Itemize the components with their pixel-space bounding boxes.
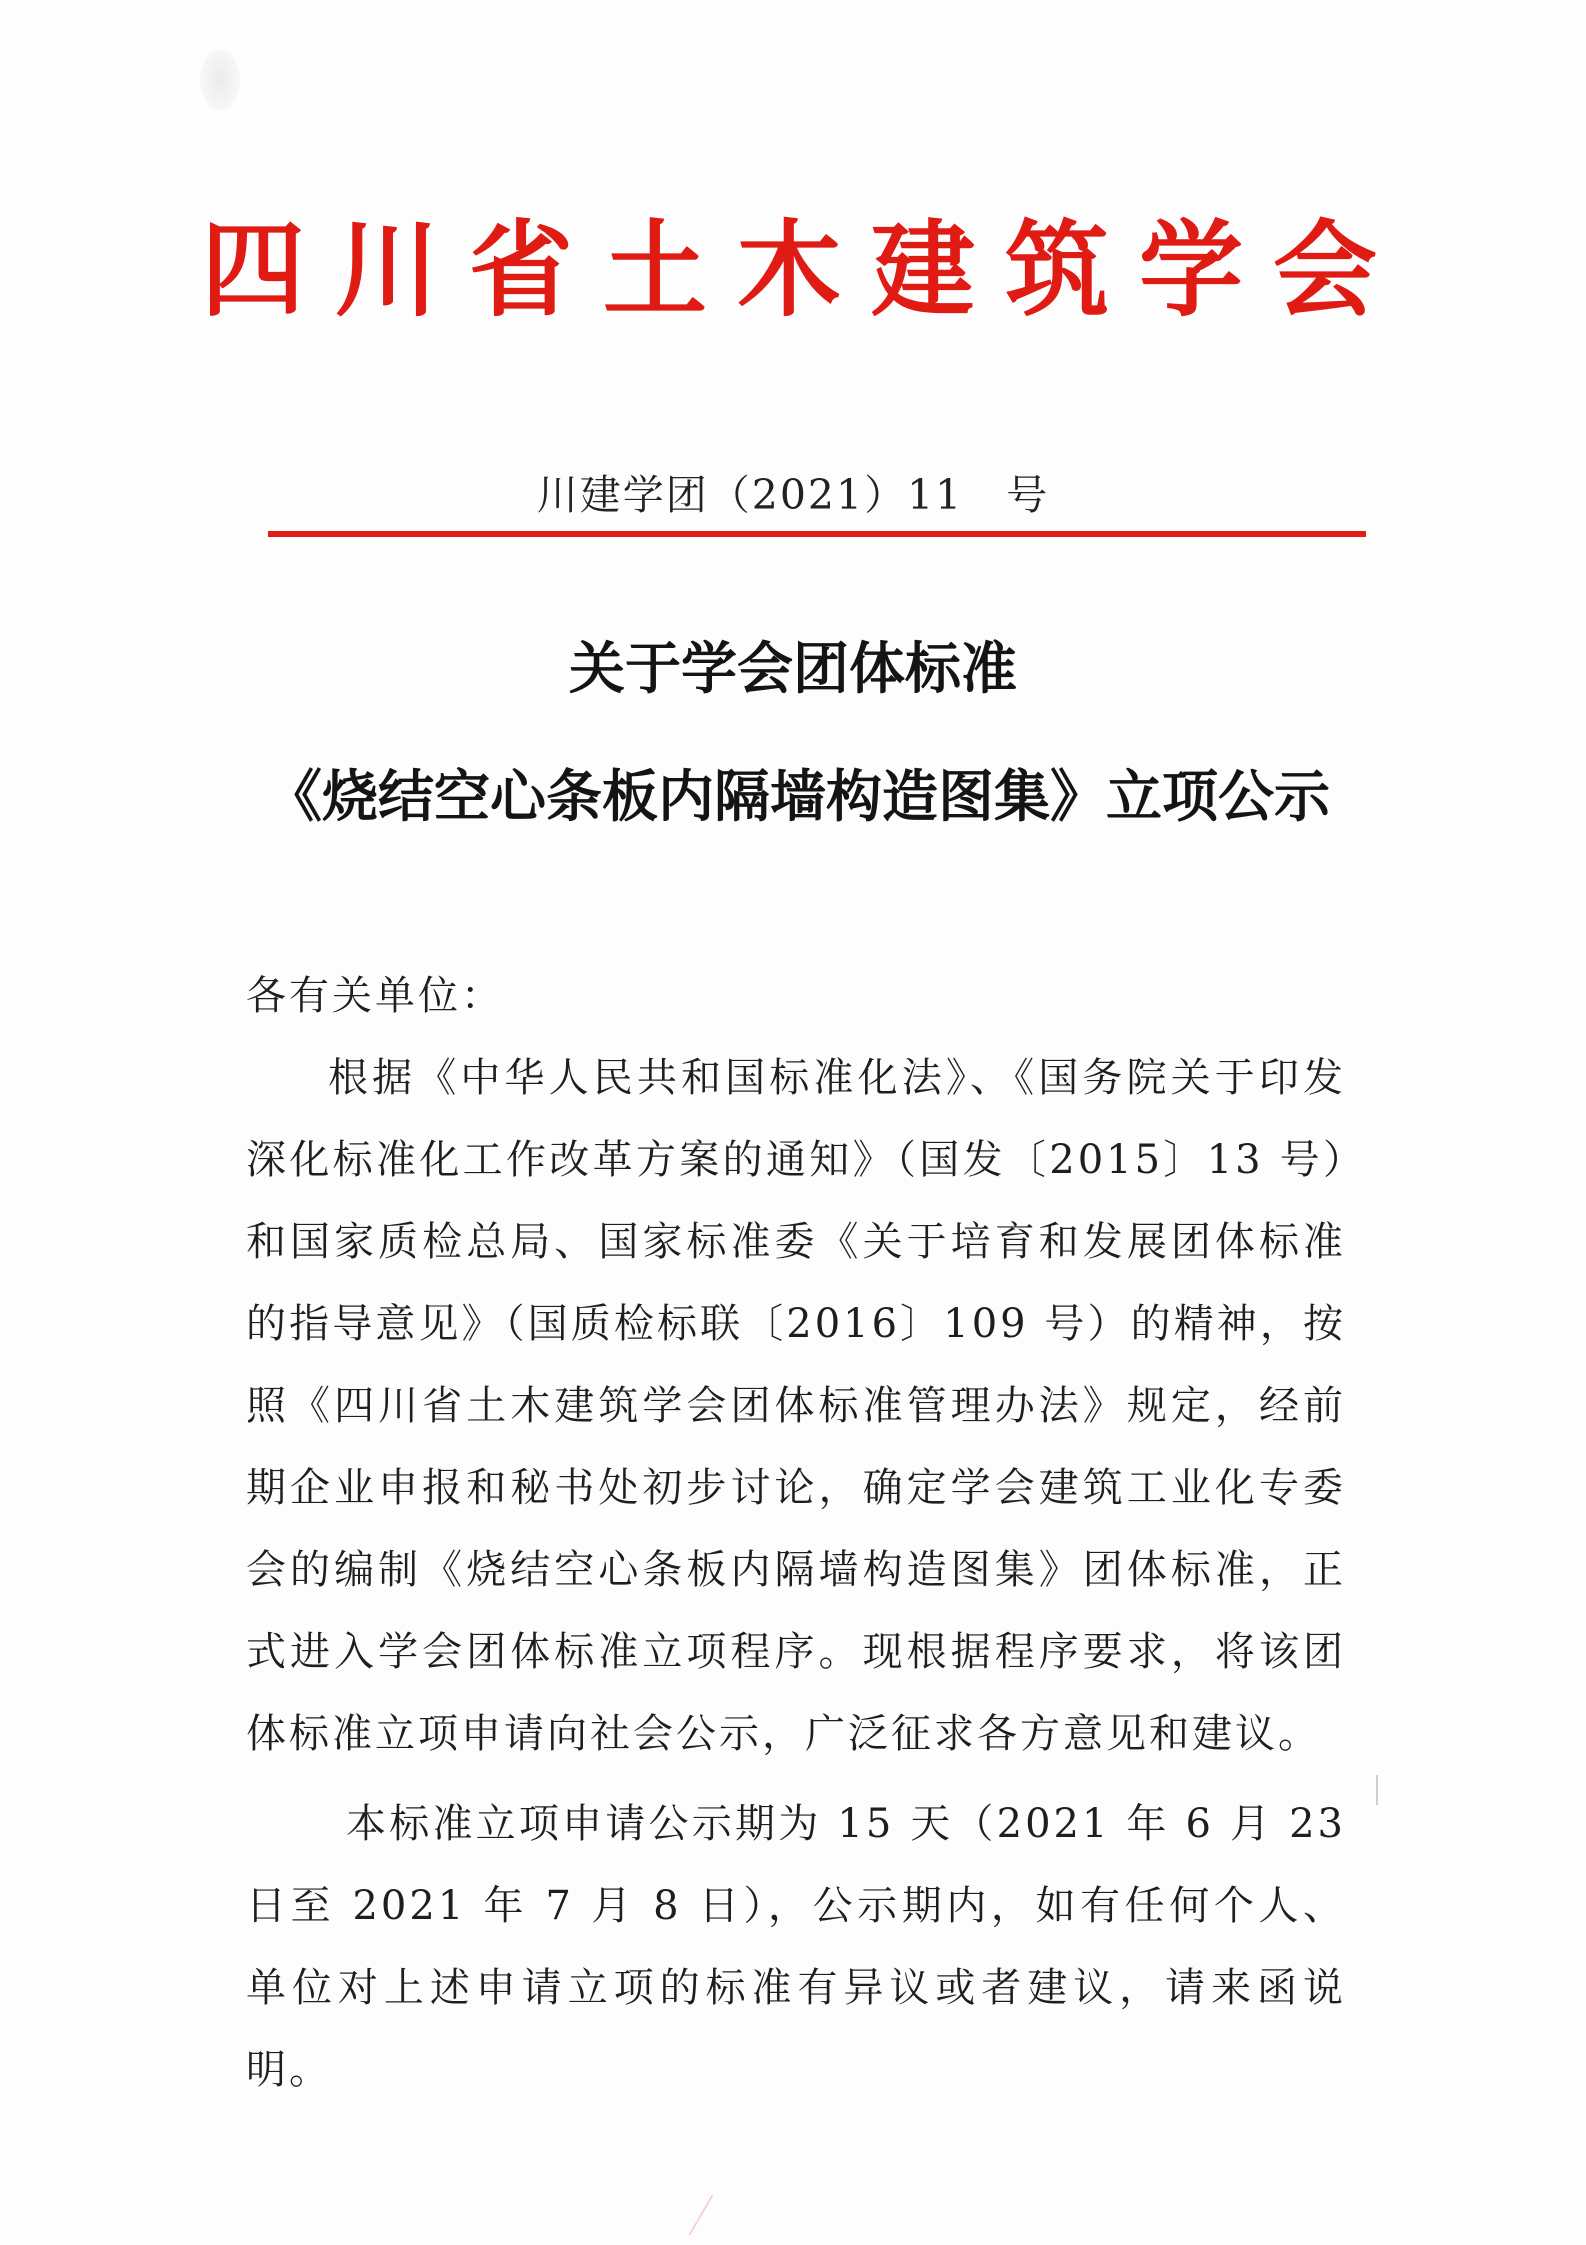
organization-header: 四川省土木建筑学会 (200, 209, 1407, 331)
body-paragraph-1: 根据《中华人民共和国标准化法》、《国务院关于印发深化标准化工作改革方案的通知》（国发〔2015〕13 号）和国家质检总局、国家标准委《关于培育和发展团体标准的指导意见》（国质检标联〔2016〕109 号）的精神，按照《四川省土木建筑学会团体标准管理办法》规定，经前期企业申报和秘书处初步讨论，确定学会建筑工业化专委会的编制《烧结空心条板内隔墙构造图集》团体标准，正式进入学会团体标准立项程序。现根据程序要求，将该团体标准立项申请向社会公示，广泛征求各方意见和建议。 (246, 1055, 1346, 1757)
stamp-edge-mark (688, 2195, 773, 2235)
scan-smudge (200, 50, 240, 110)
document-number: 川建学团（2021）11 号 (536, 471, 1050, 519)
notice-title-line-2: 《烧结空心条板内隔墙构造图集》立项公示 (266, 765, 1330, 830)
salutation: 各有关单位： (246, 973, 504, 1019)
red-divider-line (268, 531, 1366, 537)
notice-title-line-1: 关于学会团体标准 (569, 637, 1017, 702)
scan-mark (1376, 1775, 1378, 1805)
notice-body (246, 955, 1346, 2111)
body-paragraph-2: 本标准立项申请公示期为 15 天（2021 年 6 月 23 日至 2021 年 7 月 8 日），公示期内，如有任何个人、单位对上述申请立项的标准有异议或者建议，请来函说明。 (246, 1801, 1346, 2093)
